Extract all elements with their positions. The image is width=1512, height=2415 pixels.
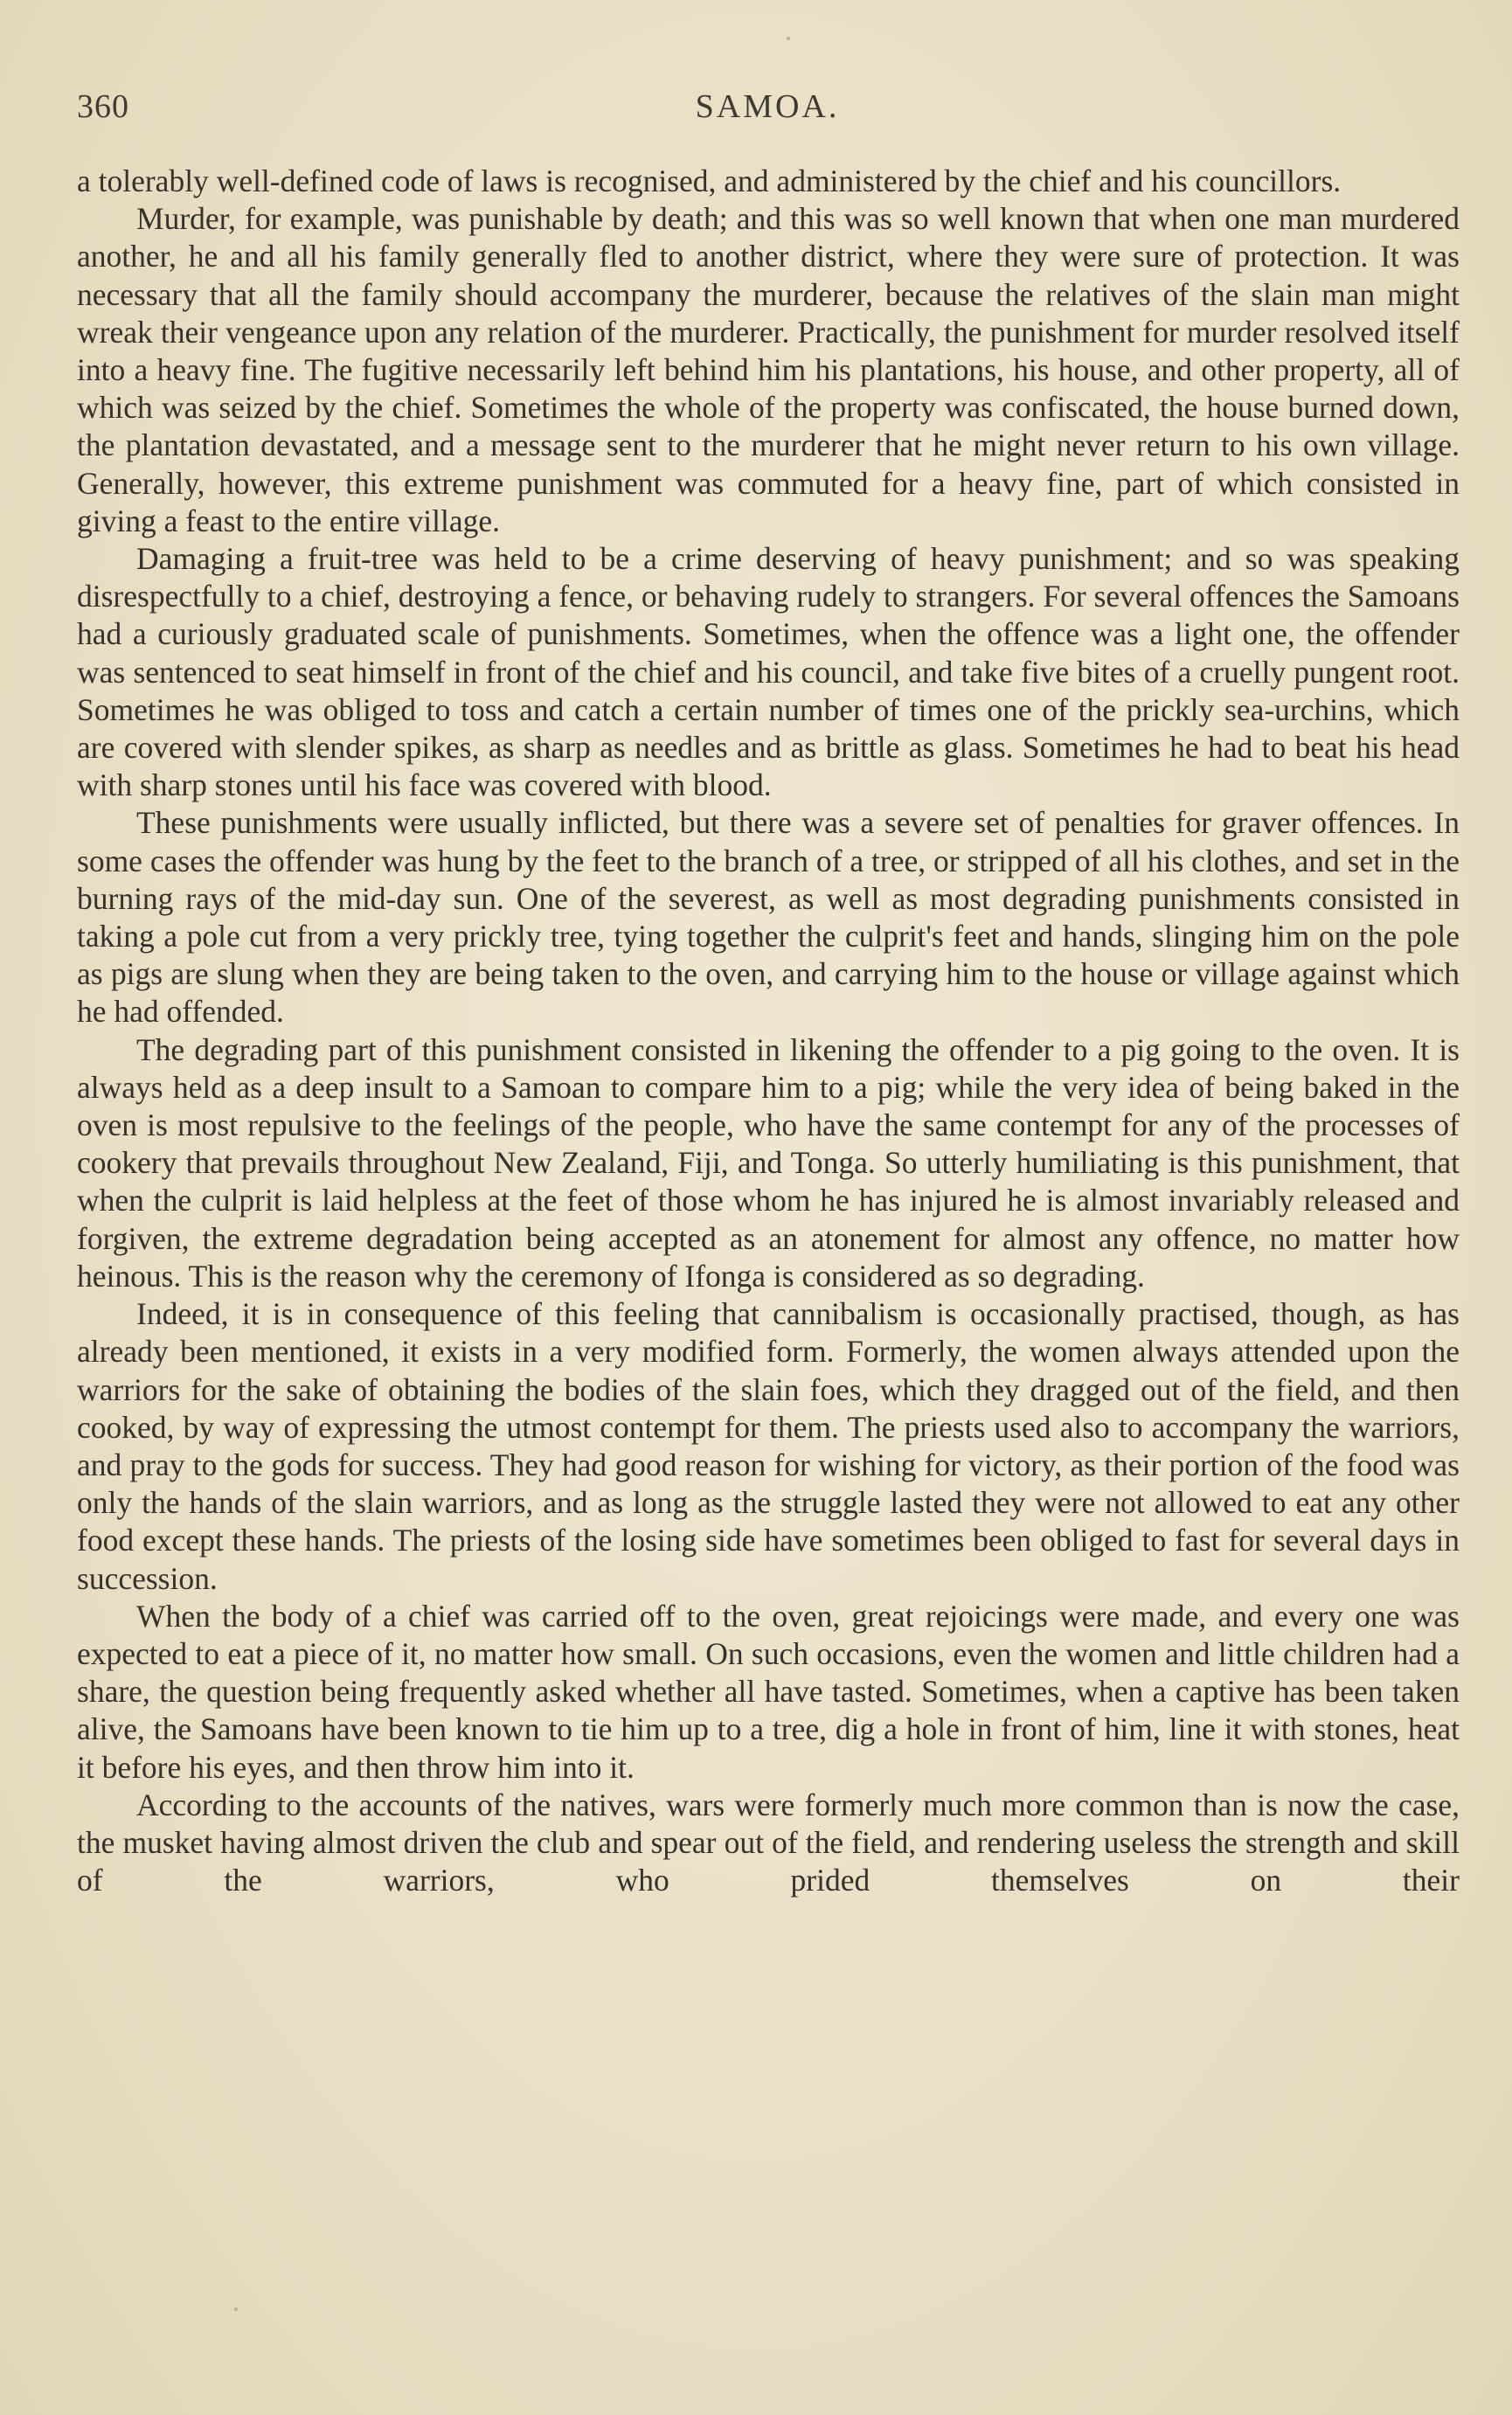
body-text [77,163,1460,1899]
paragraph-continuation: a tolerably well-defined code of laws is recognised, and administered by the chief and his councillors. [77,163,1342,198]
paragraph-wars: According to the accounts of the natives, wars were formerly much more common than is now the case, the musket having almost driven the club and spear out of the field, and rendering useless the strength and skill of the warriors, who prided themselves on their [77,1787,1460,1898]
paragraph-punishments: These punishments were usually inflicted, but there was a severe set of penalties for graver offences. In some cases the offender was hung by the feet to the branch of a tree, or stripped of all his clothes, and set in the burning rays of the mid-day sun. One of the severest, as well as most degrading punishments consisted in taking a pole cut from a very prickly tree, tying together the culprit's feet and hands, slinging him on the pole as pigs are slung when they are being taken to the oven, and carrying him to the house or village against which he had offended. [77,805,1460,1030]
paragraph-body-of-chief: When the body of a chief was carried off to the oven, great rejoicings were made, and every one was expected to eat a piece of it, no matter how small. On such occasions, even the women and little children had a share, the question being frequently asked whether all have tasted. Sometimes, when a captive has been taken alive, the Samoans have been known to tie him up to a tree, dig a hole in front of him, line it with stones, heat it before his eyes, and then throw him into it. [77,1598,1460,1785]
paragraph-damaging-fruit-tree: Damaging a fruit-tree was held to be a crime deserving of heavy punishment; and so was speaking disrespectfully to a chief, destroying a fence, or behaving rudely to strangers. For several offences the Samoans had a curiously graduated scale of punishments. Sometimes, when the offence was a light one, the offender was sentenced to seat himself in front of the chief and his council, and take five bites of a cruelly pungent root. Sometimes he was obliged to toss and catch a certain number of times one of the prickly sea-urchins, which are covered with slender spikes, as sharp as needles and as brittle as glass. Sometimes he had to beat his head with sharp stones until his face was covered with blood. [77,541,1460,803]
paper-speck [234,2307,238,2311]
page-number: 360 [77,88,129,125]
paragraph-cannibalism: Indeed, it is in consequence of this feeling that cannibalism is occasionally practised, though, as has already been mentioned, it exists in a very modified form. Formerly, the women always attended upon the warriors for the sake of obtaining the bodies of the slain foes, which they dragged out of the field, and then cooked, by way of expressing the utmost contempt for them. The priests used also to accompany the warriors, and pray to the gods for success. They had good reason for wishing for victory, as their portion of the food was only the hands of the slain warriors, and as long as the struggle lasted they were not allowed to eat any other food except these hands. The priests of the losing side have sometimes been obliged to fast for several days in succession. [77,1296,1460,1596]
running-title: SAMOA. [695,88,840,125]
paragraph-murder: Murder, for example, was punishable by death; and this was so well known that when one man murdered another, he and all his family generally fled to another district, where they were sure of protection. It was necessary that all the family should accompany the murderer, because the relatives of the slain man might wreak their vengeance upon any relation of the murderer. Practically, the punishment for murder resolved itself into a heavy fine. The fugitive necessarily left behind him his plantations, his house, and other property, all of which was seized by the chief. Sometimes the whole of the property was confiscated, the house burned down, the plantation devastated, and a message sent to the murderer that he might never return to his own village. Generally, however, this extreme punishment was commuted for a heavy fine, part of which consisted in giving a feast to the entire village. [77,201,1460,538]
paper-speck [787,37,790,40]
paragraph-degrading-part: The degrading part of this punishment consisted in likening the offender to a pig going to the oven. It is always held as a deep insult to a Samoan to compare him to a pig; while the very idea of being baked in the oven is most repulsive to the feelings of the people, who have the same contempt for any of the processes of cookery that prevails throughout New Zealand, Fiji, and Tonga. So utterly humiliating is this punishment, that when the culprit is laid helpless at the feet of those whom he has injured he is almost invariably released and forgiven, the extreme degradation being accepted as an atonement for almost any offence, no matter how heinous. This is the reason why the ceremony of Ifonga is considered as so degrading. [77,1031,1460,1294]
page-header [77,87,1458,140]
